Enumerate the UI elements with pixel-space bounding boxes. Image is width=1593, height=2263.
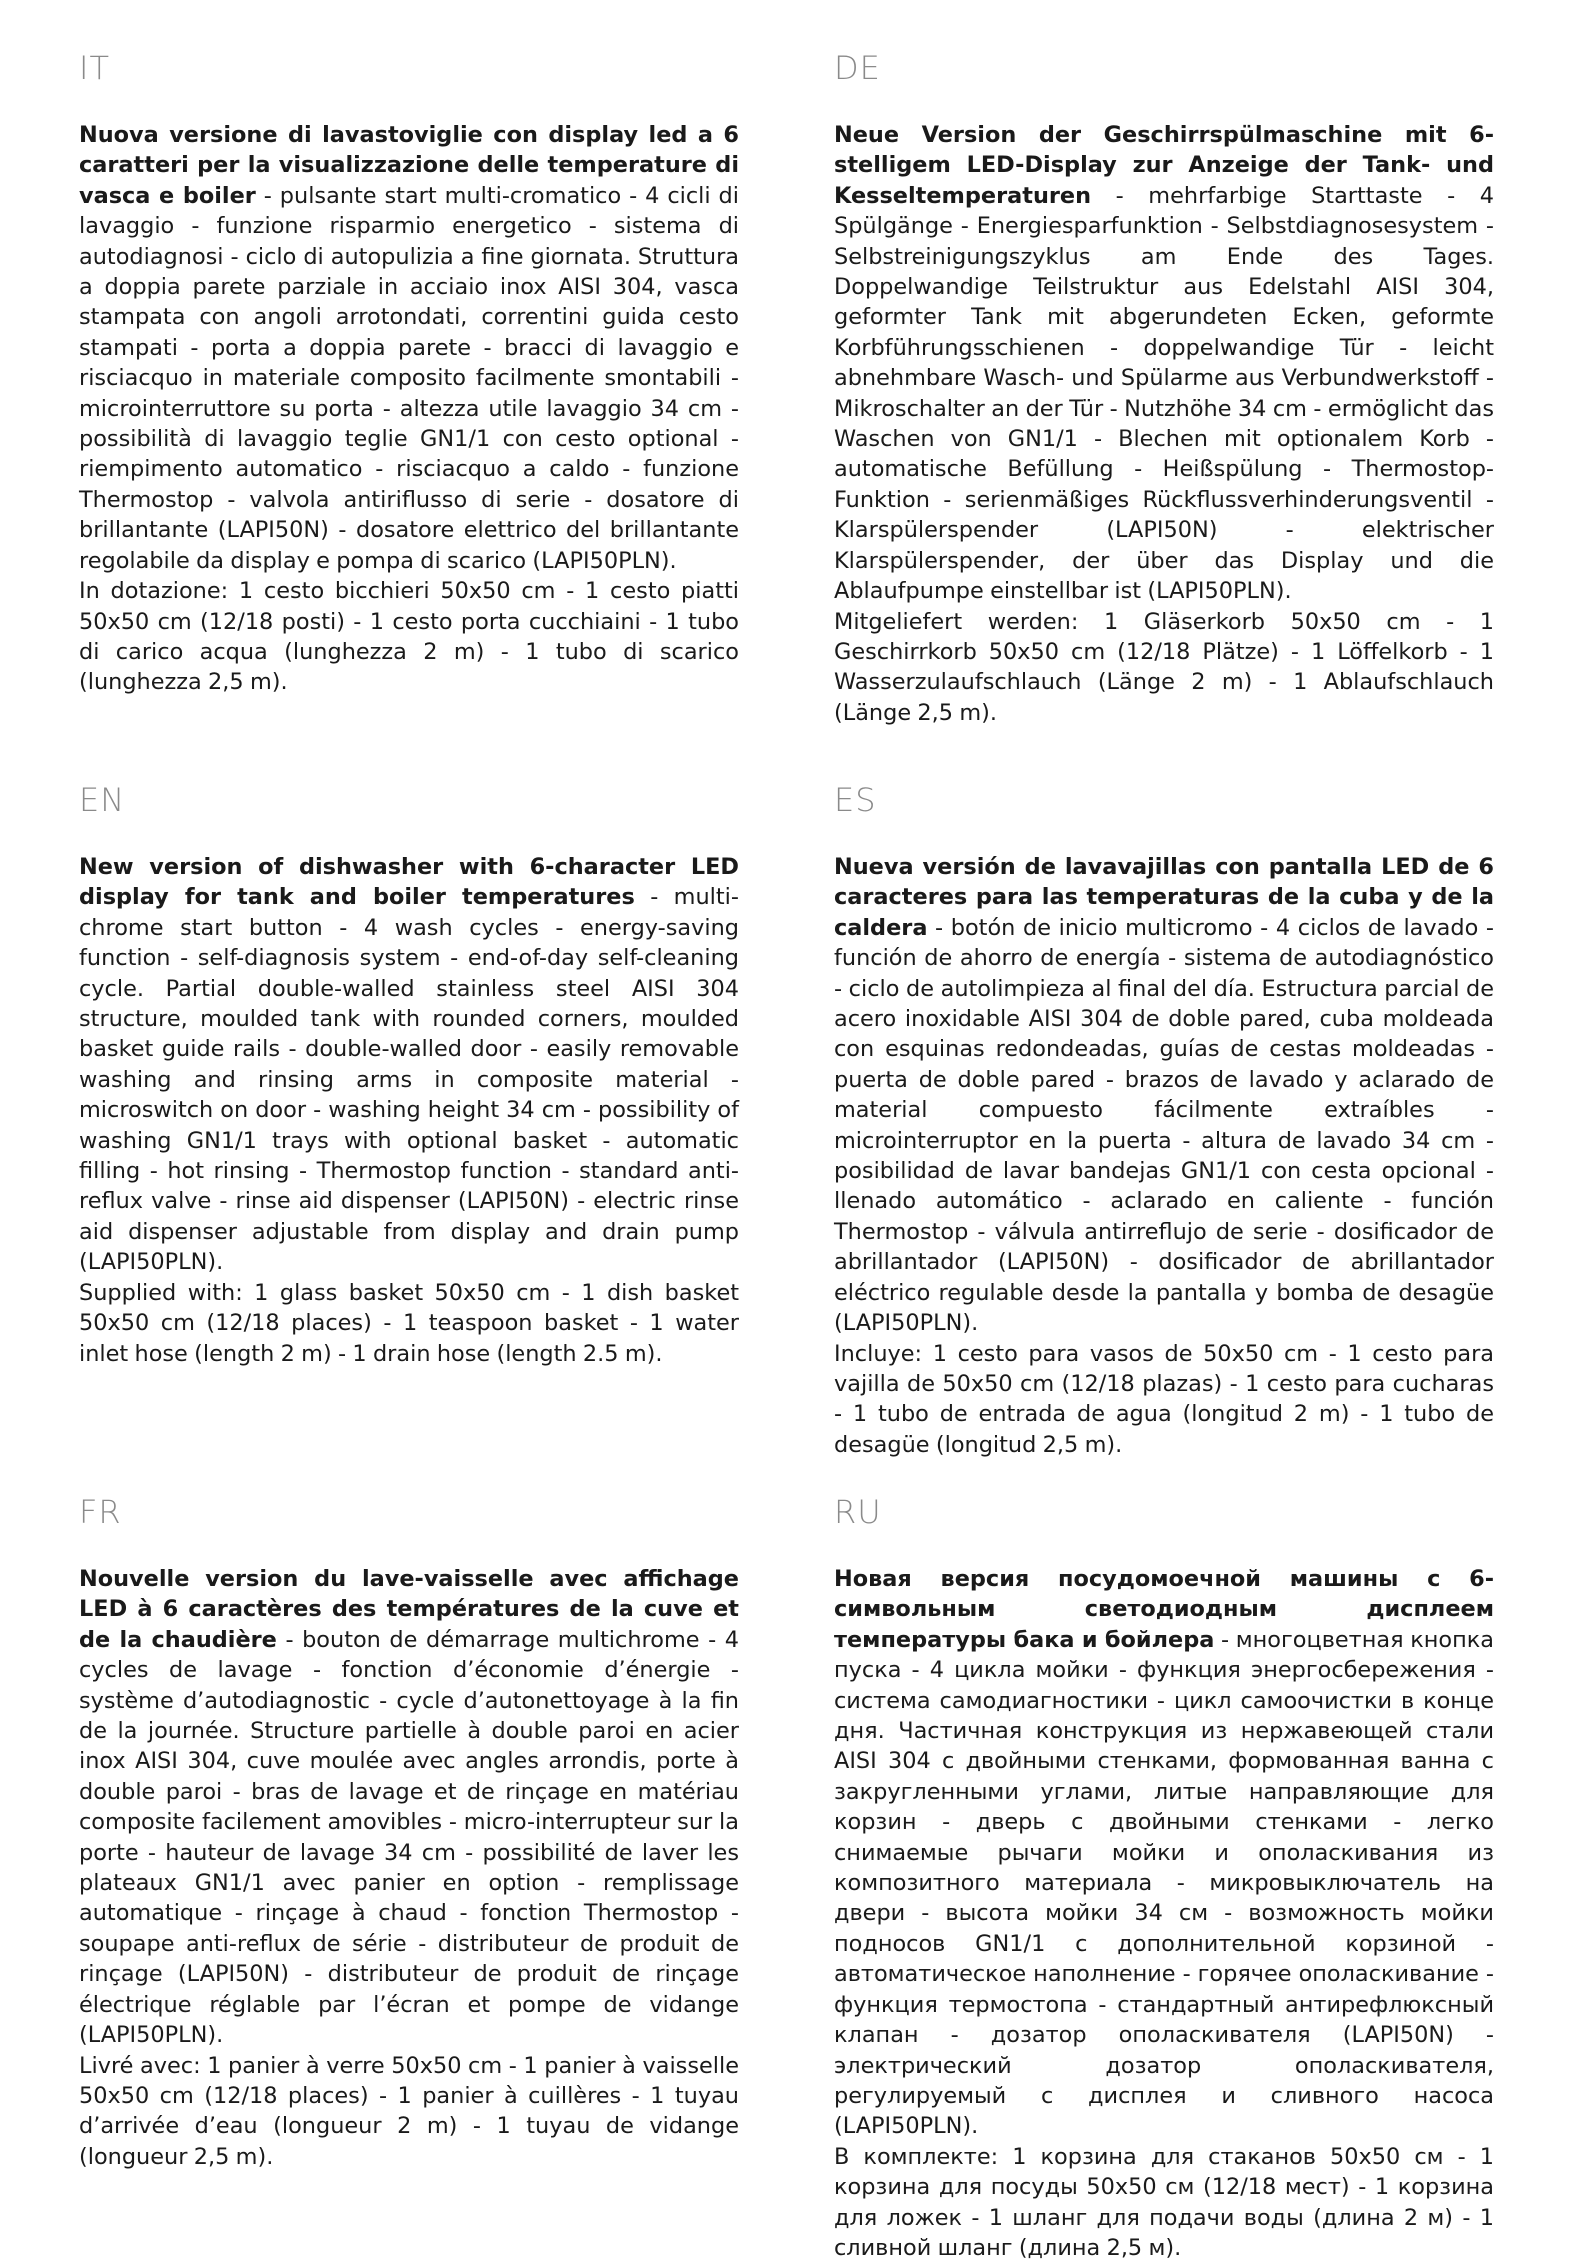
product-body-fr: - bouton de démarrage multichrome - 4 cycles de lavage - fonction d’économie d’énergie - système d’autodiagnostic - cycle d’autonettoyage à la fin de la journée. Structure partielle à double paroi en acier inox AISI 304, cuve moulée avec angles arrondis, porte à double paroi - bras de lavage et de rinçage en matériau composite facilement amovibles - micro-interrupteur sur la porte - hauteur de lavage 34 cm - possibilité de laver les plateaux GN1/1 avec panier en option - remplissage automatique - rinçage à chaud - fonction Thermostop - soupape anti-reflux de série - distributeur de produit de rinçage (LAPI50N) - distributeur de produit de rinçage électrique réglable par l’écran et pompe de vidange (LAPI50PLN). <box>79 1626 739 2049</box>
language-label-es: ES <box>834 781 877 819</box>
product-title-de: Neue Version der Geschirrspülmaschine mit 6-stelligem LED-Display zur Anzeige der Tank- und Kesseltemperaturen <box>834 122 1494 209</box>
description-ru <box>834 1564 1494 2142</box>
language-label-en: EN <box>79 781 126 819</box>
description-es <box>834 852 1494 1339</box>
section-ru <box>834 1494 1494 2263</box>
language-label-fr: FR <box>79 1493 122 1531</box>
product-body-ru: - многоцветная кнопка пуска - 4 цикла мойки - функция энергосбережения - система самодиагностики - цикл самоочистки в конце дня. Частичная конструкция из нержавеющей стали AISI 304 с двойными стенками, формованная ванна с закругленными углами, литые направляющие для корзин - дверь с двойными стенками - легко снимаемые рычаги мойки и ополаскивания из композитного материала - микровыключатель на двери - высота мойки 34 см - возможность мойки подносов GN1/1 с дополнительной корзиной - автоматическое наполнение - горячее ополаскивание - функция термостопа - стандартный антирефлюксный клапан - дозатор ополаскивателя (LAPI50N) - электрический дозатор ополаскивателя, регулируемый с дисплея и сливного насоса (LAPI50PLN). <box>834 1626 1494 2140</box>
description-fr <box>79 1564 739 2051</box>
product-title-fr: Nouvelle version du lave-vaisselle avec affichage LED à 6 caractères des températures de la cuve et de la chaudière <box>79 1566 739 1653</box>
product-body-it: - pulsante start multi-cromatico - 4 cicli di lavaggio - funzione risparmio energetico - sistema di autodiagnosi - ciclo di autopulizia a fine giornata. Struttura a doppia parete parziale in acciaio inox AISI 304, vasca stampata con angoli arrotondati, correntini guida cesto stampati - porta a doppia parete - bracci di lavaggio e risciacquo in materiale composito facilmente smontabili - microinterruttore su porta - altezza utile lavaggio 34 cm - possibilità di lavaggio teglie GN1/1 con cesto optional - riempimento automatico - risciacquo a caldo - funzione Thermostop - valvola antiriflusso di serie - dosatore di brillantante (LAPI50N) - dosatore elettrico del brillantante regolabile da display e pompa di scarico (LAPI50PLN). <box>79 182 739 574</box>
supplied-items-fr: Livré avec: 1 panier à verre 50x50 cm - 1 panier à vaisselle 50x50 cm (12/18 places) - 1 panier à cuillères - 1 tuyau d’arrivée d’eau (longueur 2 m) - 1 tuyau de vidange (longueur 2,5 m). <box>79 2052 739 2170</box>
section-it <box>79 50 739 698</box>
language-label-de: DE <box>834 49 881 87</box>
product-body-es: - botón de inicio multicromo - 4 ciclos de lavado - función de ahorro de energía - sistema de autodiagnóstico - ciclo de autolimpieza al final del día. Estructura parcial de acero inoxidable AISI 304 de doble pared, cuba moldeada con esquinas redondeadas, guías de cestas moldeadas - puerta de doble pared - brazos de lavado y aclarado de material compuesto fácilmente extraíbles - microinterruptor en la puerta - altura de lavado 34 cm - posibilidad de lavar bandejas GN1/1 con cesta opcional - llenado automático - aclarado en caliente - función Thermostop - válvula antirreflujo de serie - dosificador de abrillantador (LAPI50N) - dosificador de abrillantador eléctrico regulable desde la pantalla y bomba de desagüe (LAPI50PLN). <box>834 914 1494 1337</box>
section-es <box>834 782 1494 1460</box>
product-title-en: New version of dishwasher with 6-character LED display for tank and boiler temperatures <box>79 854 739 911</box>
description-de <box>834 120 1494 607</box>
product-title-es: Nueva versión de lavavajillas con pantalla LED de 6 caracteres para las temperaturas de la cuba y de la caldera <box>834 854 1494 941</box>
supplied-items-es: Incluye: 1 cesto para vasos de 50x50 cm - 1 cesto para vajilla de 50x50 cm (12/18 plazas) - 1 cesto para cucharas - 1 tubo de entrada de agua (longitud 2 m) - 1 tubo de desagüe (longitud 2,5 m). <box>834 1340 1494 1458</box>
product-title-it: Nuova versione di lavastoviglie con display led a 6 caratteri per la visualizzazione delle temperature di vasca e boiler <box>79 122 739 209</box>
supplied-items-en: Supplied with: 1 glass basket 50x50 cm - 1 dish basket 50x50 cm (12/18 places) - 1 teaspoon basket - 1 water inlet hose (length 2 m) - 1 drain hose (length 2.5 m). <box>79 1279 739 1367</box>
language-label-ru: RU <box>834 1493 882 1531</box>
section-en <box>79 782 739 1369</box>
description-it <box>79 120 739 576</box>
product-body-de: - mehrfarbige Starttaste - 4 Spülgänge - Energiesparfunktion - Selbstdiagnosesystem - Selbstreinigungszyklus am Ende des Tages. Doppelwandige Teilstruktur aus Edelstahl AISI 304, geformter Tank mit abgerundeten Ecken, geformte Korbführungsschienen - doppelwandige Tür - leicht abnehmbare Wasch- und Spülarme aus Verbundwerkstoff - Mikroschalter an der Tür - Nutzhöhe 34 cm - ermöglicht das Waschen von GN1/1 - Blechen mit optionalem Korb - automatische Befüllung - Heißspülung - Thermostop-Funktion - serienmäßiges Rückflussverhinderungsventil - Klarspülerspender (LAPI50N) - elektrischer Klarspülerspender, der über das Display und die Ablaufpumpe einstellbar ist (LAPI50PLN). <box>834 182 1494 605</box>
product-title-ru: Новая версия посудомоечной машины с 6-символьным светодиодным дисплеем температуры бака и бойлера <box>834 1566 1494 1653</box>
supplied-items-it: In dotazione: 1 cesto bicchieri 50x50 cm - 1 cesto piatti 50x50 cm (12/18 posti) - 1 cesto porta cucchiaini - 1 tubo di carico acqua (lunghezza 2 m) - 1 tubo di scarico (lunghezza 2,5 m). <box>79 578 739 696</box>
section-de <box>834 50 1494 728</box>
language-label-it: IT <box>79 49 110 87</box>
description-en <box>79 852 739 1278</box>
supplied-items-de: Mitgeliefert werden: 1 Gläserkorb 50x50 cm - 1 Geschirrkorb 50x50 cm (12/18 Plätze) - 1 Löffelkorb - 1 Wasserzulaufschlauch (Länge 2 m) - 1 Ablaufschlauch (Länge 2,5 m). <box>834 608 1494 726</box>
supplied-items-ru: В комплекте: 1 корзина для стаканов 50x50 см - 1 корзина для посуды 50x50 см (12/18 мест) - 1 корзина для ложек - 1 шланг для подачи воды (длина 2 м) - 1 сливной шланг (длина 2,5 м). <box>834 2143 1494 2261</box>
section-fr <box>79 1494 739 2172</box>
product-body-en: - multi-chrome start button - 4 wash cycles - energy-saving function - self-diagnosis system - end-of-day self-cleaning cycle. Partial double-walled stainless steel AISI 304 structure, moulded tank with rounded corners, moulded basket guide rails - double-walled door - easily removable washing and rinsing arms in composite material - microswitch on door - washing height 34 cm - possibility of washing GN1/1 trays with optional basket - automatic filling - hot rinsing - Thermostop function - standard anti-reflux valve - rinse aid dispenser (LAPI50N) - electric rinse aid dispenser adjustable from display and drain pump (LAPI50PLN). <box>79 884 739 1276</box>
